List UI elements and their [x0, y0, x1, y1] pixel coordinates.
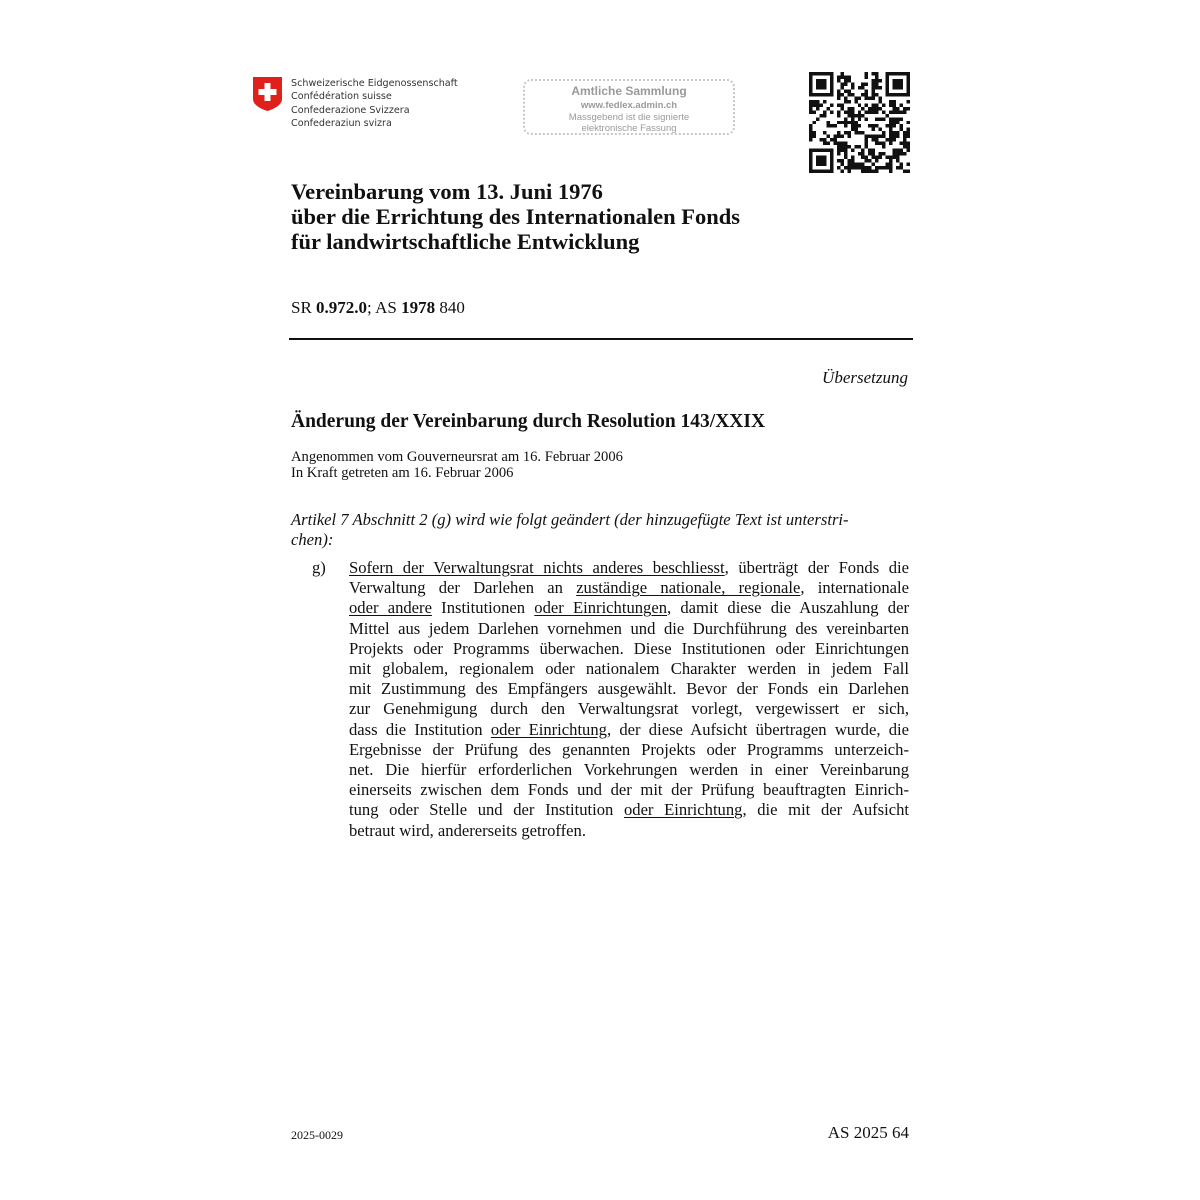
added-text: oder Einrichtung — [623, 800, 743, 820]
item-label: g) — [312, 558, 326, 577]
as-reference: AS 2025 64 — [827, 1123, 909, 1142]
title-line-3: für landwirtschaftliche Entwicklung — [291, 229, 640, 254]
stamp-url: www.fedlex.admin.ch — [580, 100, 678, 111]
added-text: oder Einrichtungen — [534, 598, 667, 618]
adopted-date: Angenommen vom Gouverneursrat am 16. Februar 2006 — [291, 449, 623, 465]
body-line: mit Zustimmung des Empfängers ausgewählt. Bevor der Fonds ein Darlehen — [349, 679, 909, 699]
body-line: einerseits zwischen dem Fonds und der mit der Prüfung beauftragten Einrich- — [349, 780, 909, 800]
body-line: Verwaltung der Darlehen an zuständige nationale, regionale, internationale — [349, 578, 909, 598]
intro-line-1: Artikel 7 Abschnitt 2 (g) wird wie folgt geändert (der hinzugefügte Text ist unterstri- — [291, 510, 849, 529]
title-line-2: über die Errichtung des Internationalen Fonds — [291, 204, 741, 229]
title-line-1: Vereinbarung vom 13. Juni 1976 — [291, 179, 603, 204]
adoption-info — [291, 449, 623, 482]
document-number: 2025-0029 — [291, 1128, 343, 1142]
amendment-intro — [291, 510, 911, 550]
official-collection-stamp — [523, 79, 735, 135]
amendment-body — [349, 558, 909, 841]
intro-line-2: chen): — [291, 530, 334, 549]
sr-reference — [291, 298, 465, 318]
added-text: oder Einrichtung — [490, 719, 607, 739]
stamp-note-2: elektronische Fassung — [581, 123, 677, 134]
document-title — [291, 179, 740, 254]
federation-names — [291, 77, 458, 130]
body-line: dass die Institution oder Einrichtung, der diese Aufsicht übertragen wurde, die — [349, 719, 909, 739]
translation-note: Übersetzung — [822, 368, 908, 387]
added-text: oder andere — [349, 598, 432, 618]
amendment-heading: Änderung der Vereinbarung durch Resolution 143/XXIX — [291, 411, 766, 432]
body-line: mit globalem, regionalem oder nationalem Charakter werden in jedem Fall — [349, 659, 909, 679]
added-text: Sofern der Verwaltungsrat nichts anderes beschliesst — [349, 558, 725, 577]
federation-name-rm: Confederaziun svizra — [291, 117, 392, 129]
body-line: oder andere Institutionen oder Einrichtungen, damit diese die Auszahlung der — [349, 598, 909, 618]
as-prefix: ; AS — [367, 298, 402, 317]
federation-name-it: Confederazione Svizzera — [291, 104, 410, 116]
stamp-note-1: Massgebend ist die signierte — [568, 112, 690, 123]
body-line: Projekts oder Programms überwachen. Diese Institutionen oder Einrichtungen — [349, 638, 909, 658]
body-line: tung oder Stelle und der Institution oder Einrichtung, die mit der Aufsicht — [349, 800, 910, 820]
swiss-flag-icon — [253, 77, 282, 111]
federation-name-fr: Confédération suisse — [291, 91, 392, 103]
as-page: 840 — [435, 298, 465, 317]
stamp-title: Amtliche Sammlung — [571, 84, 687, 98]
body-line: betraut wird, andererseits getroffen. — [349, 820, 586, 840]
in-force-date: In Kraft getreten am 16. Februar 2006 — [291, 465, 514, 482]
body-line: net. Die hierfür erforderlichen Vorkehrungen werden in einer Vereinbarung — [349, 760, 909, 780]
body-line: Ergebnisse der Prüfung des genannten Projekts oder Programms unterzeich- — [349, 739, 909, 759]
body-line: zur Genehmigung durch den Verwaltungsrat vorlegt, vergewissert er sich, — [349, 699, 909, 719]
added-text: zuständige nationale, regionale — [576, 578, 801, 598]
qr-code-icon — [809, 72, 910, 173]
sr-number: 0.972.0 — [316, 298, 368, 317]
sr-prefix: SR — [291, 298, 317, 317]
body-line: Mittel aus jedem Darlehen vornehmen und die Durchführung des vereinbarten — [349, 618, 909, 638]
as-year: 1978 — [401, 298, 436, 317]
title-divider — [289, 338, 913, 340]
federation-name-de: Schweizerische Eidgenossenschaft — [291, 78, 458, 89]
body-line: Sofern der Verwaltungsrat nichts anderes beschliesst, überträgt der Fonds die — [349, 558, 909, 577]
